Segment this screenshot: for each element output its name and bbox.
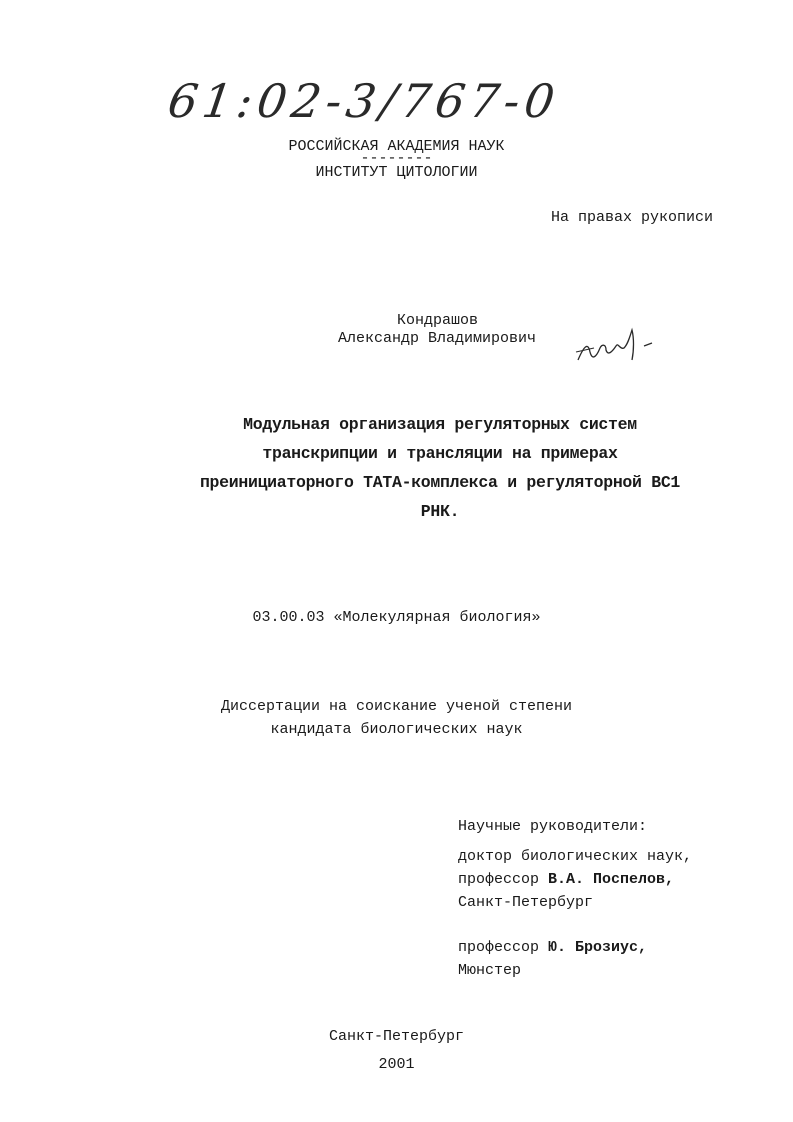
- supervisor-1-city: Санкт-Петербург: [458, 894, 594, 911]
- footer-year: 2001: [378, 1056, 415, 1073]
- supervisor-2-title: профессор: [458, 939, 540, 956]
- specialty: 03.00.03 «Молекулярная биология»: [252, 609, 541, 626]
- handwritten-archive-code: [160, 55, 580, 140]
- supervisors-heading: Научные руководители:: [458, 818, 648, 835]
- supervisor-1-name: В.А. Поспелов,: [548, 871, 675, 888]
- author-name: Александр Владимирович: [338, 330, 537, 347]
- author-surname: Кондрашов: [397, 312, 479, 329]
- archive-code-text: 61:02-3/767-0: [164, 74, 563, 128]
- institute-name: ИНСТИТУТ ЦИТОЛОГИИ: [315, 164, 478, 181]
- academy-name: РОССИЙСКАЯ АКАДЕМИЯ НАУК: [288, 138, 505, 155]
- title-line: Модульная организация регуляторных систем: [243, 415, 637, 434]
- supervisor-2-city: Мюнстер: [458, 962, 522, 979]
- degree-line-1: Диссертации на соискание ученой степени: [220, 698, 573, 715]
- rights-note: На правах рукописи: [551, 209, 714, 226]
- title-line: РНК.: [420, 502, 460, 521]
- dissertation-title: [170, 410, 710, 526]
- degree-line-2: кандидата биологических наук: [270, 721, 523, 738]
- title-line: преинициаторного ТАТА-комплекса и регуляторной ВС1: [199, 473, 681, 492]
- header-separator: --------: [360, 150, 433, 167]
- title-line: транскрипции и трансляции на примерах: [262, 444, 618, 463]
- supervisor-1-title: профессор: [458, 871, 540, 888]
- supervisor-2-name: Ю. Брозиус,: [548, 939, 648, 956]
- footer-city: Санкт-Петербург: [328, 1028, 465, 1045]
- supervisor-1-degree: доктор биологических наук,: [458, 848, 693, 865]
- author-signature: [572, 322, 662, 367]
